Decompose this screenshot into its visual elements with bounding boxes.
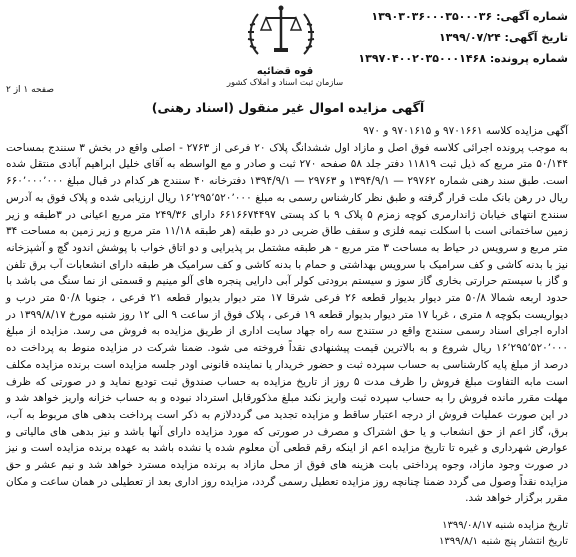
publish-date: تاریخ انتشار پنج شنبه ۱۳۹۹/۸/۱: [439, 536, 568, 547]
organization-name: سازمان ثبت اسناد و املاک کشور: [226, 78, 344, 88]
notice-number: شماره آگهی: ۱۳۹۰۳۰۳۶۰۰۰۳۵۰۰۰۳۶: [371, 10, 568, 23]
notice-body: [6, 123, 568, 507]
judiciary-emblem-icon: [236, 2, 326, 64]
notice-title: آگهی مزایده اموال غیر منقول (اسناد رهنی): [151, 100, 425, 115]
auction-date: تاریخ مزایده شنبه ۱۳۹۹/۰۸/۱۷: [442, 520, 568, 531]
notice-dates: [8, 518, 568, 550]
judiciary-name: قوه قضائیه: [256, 66, 314, 77]
notice-meta: [358, 6, 568, 69]
file-number: شماره پرونده: ۱۳۹۷۰۴۰۰۲۰۳۵۰۰۰۱۴۶۸: [358, 52, 568, 65]
body-paragraph-case: آگهی مزایده کلاسه ۹۷۰۱۶۶۱ و ۹۷۰۱۶۱۵ و ۹۷۰: [363, 125, 568, 137]
notice-date: تاریخ آگهی: ۱۳۹۹/۰۷/۲۴: [438, 31, 568, 44]
page-indicator: صفحه ۱ از ۲: [6, 85, 54, 95]
body-paragraph-details: به موجب پرونده اجرائی کلاسه فوق اصل و مازاد اول ششدانگ پلاک ۲۰ فرعی از ۲۷۶۳ - اصلی واقع در بخش ۳ سنندج بمساحت ۵۰/۱۴۴ متر مربع که ذیل ثبت ۱۱۸۱۹ دفتر جلد ۵۸ صفحه ۲۷۰ ثبت و صادر و مع الواسطه به آقای خلیل ابراهیم آبادی منتقل شده است. طبق سند رهنی شماره ۲۹۷۶۲ — ۱۳۹۴/۹/۱ و ۲۹۷۶۳ — ۱۳۹۴/۹/۱ دفترخانه ۴۰ سنندج هر کدام در قبال مبلغ ۶۶۰٬۰۰۰٬۰۰۰ ریال در رهن بانک ملت قرار گرفته و طبق نظر کارشناس رسمی به مبلغ ۱۶٬۲۹۵٬۵۲۰٬۰۰۰ ریال ارزیابی شده و پلاک فوق به آدرس سنندج انتهای خیابان ژاندارمری کوچه زمزم ۵ پلاک ۹ با کد پستی ۶۶۱۶۶۷۴۴۹۷ دارای ۲۴۹/۳۶ متر مربع اعیانی در ۳طبقه و زیر زمین ساختمانی است با اسکلت نیمه فلزی و سقف طاق ضربی در دو طبقه (هر طبقه ۱۱/۱۸ متر مربع و زیر زمین به مساحت ۳۴ متر مربع و سرویس در حیاط به مساحت ۳ متر مربع - هر طبقه مشتمل بر پذیرایی و دو اتاق خواب با پوشش اندود گچ و آشپزخانه نیز با بدنه کاشی و کف سرامیک با سرویس بهداشتی و حمام با بدنه کاشی و کف سرامیک هر طبقه دارای انشعابات آب برق تلفن و گاز با سیستم حرارتی بخاری گاز سوز و سیستم برودتی کولر آبی دارایی پنجره های آلو مینیم و قسمتی از نما سنگ می باشد با حدود اربعه شمالا ۵۰/۸ متر دیوار بدیوار قطعه ۲۶ فرعی شرقا ۱۷ متر دیوار بدیوار قطعه ۲۱ فرعی ، جنوبا ۵۰/۸ متر درب و دیواریست بکوچه ۸ متری ، غربا ۱۷ متر دیوار بدیوار قطعه ۱۹ فرعی ، پلاک فوق از ساعت ۹ الی ۱۲ روز شنبه مورخ ۱۳۹۹/۸/۱۷ در اداره اجرای اسناد رسمی سنندج واقع در ستندج سه راه جهاد سایت اداری از طریق مزایده به فروش می رسد. مزایده از مبلغ ۱۶٬۲۹۵٬۵۲۰٬۰۰۰ ریال شروع و به بالاترین قیمت پیشنهادی نقداً فروخته می شود. ضمنا شرکت در مزایده منوط به پرداخت ده درصد از مبلغ پایه کارشناسی به حساب سپرده ثبت و حضور خریدار یا نماینده قانونی اودر جلسه مزایده است برنده مزایده مکلف است مابه التفاوت مبلغ فروش را ظرف مدت ۵ روز از تاریخ مزایده به حساب صندوق ثبت تودیع نماید و در صورتی که ظرف مهلت مقرر مانده فروش را به حساب سپرده ثبت واریز نکند مبلغ مذکورقابل استرداد نبوده و به حساب خزانه واریز خواهد شد و در این صورت عملیات فروش از درجه اعتبار ساقط و مزایده تجدید می گرددلازم به ذکر است پرداخت بدهی های مربوط به آب، برق، گاز اعم از حق انشعاب و یا حق اشتراک و مصرف در صورتی که مورد مزایده دارای آنها باشد و نیز بدهی های مالیاتی و عوارض شهرداری و غیره تا تاریخ مزایده اعم از اینکه رقم قطعی آن معلوم شده یا نشده باشد به عهده برنده مزایده است و نیز در صورت وجود مازاد، وجوه پرداختی بابت هزینه های فوق از محل مازاد به برنده مزایده مسترد خواهد شد و نیم عشر و حق مزایده نقداً وصول می گردد ضمنا چنانچه روز مزایده تعطیل رسمی گردد، مزایده روز اداری بعد از تعطیلی در همان ساعت و مکان مقرر برگزار خواهد شد.: [6, 141, 569, 505]
organization-block: [220, 66, 350, 89]
